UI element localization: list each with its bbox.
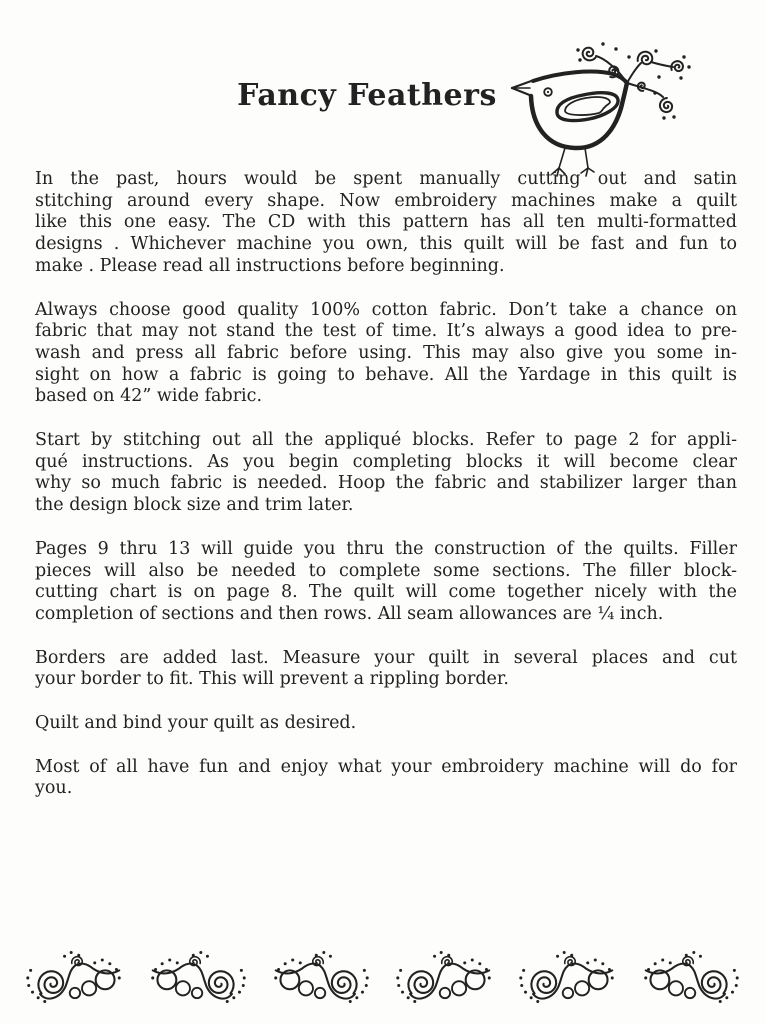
text-line: wash and press all fabric before using. This may also give you some in- — [35, 342, 737, 363]
footer-ornament-row — [0, 942, 765, 1012]
text-line: stitching around every shape. Now embroidery machines make a quilt — [35, 190, 737, 211]
paragraph — [35, 757, 737, 800]
paragraph — [35, 713, 737, 735]
text-line: Quilt and bind your quilt as desired. — [35, 713, 357, 734]
text-line: pieces will also be needed to complete some sections. The filler block- — [35, 560, 737, 581]
text-line: completion of sections and then rows. All seam allowances are ¼ inch. — [35, 603, 664, 624]
text-line: like this one easy. The CD with this pattern has all ten multi-formatted — [35, 212, 737, 233]
paragraph — [35, 169, 737, 278]
paragraph — [35, 430, 737, 517]
text-line: Start by stitching out all the appliqué blocks. Refer to page 2 for appli- — [35, 430, 737, 451]
swirl-ornament-icon — [514, 944, 620, 1010]
text-line: In the past, hours would be spent manually cutting out and satin — [35, 169, 737, 189]
text-line: Borders are added last. Measure your quilt in several places and cut — [35, 647, 737, 668]
text-line: fabric that may not stand the test of time. It’s always a good idea to pre- — [35, 321, 737, 342]
swirl-ornament-icon — [391, 944, 497, 1010]
body-text — [35, 169, 737, 822]
text-line: Pages 9 thru 13 will guide you thru the construction of the quilts. Filler — [35, 538, 737, 559]
bird-icon — [505, 30, 715, 180]
swirl-ornament-icon — [638, 944, 744, 1010]
text-line: cutting chart is on page 8. The quilt will come together nicely with the — [35, 582, 737, 603]
text-line: based on 42” wide fabric. — [35, 386, 263, 407]
text-line: you. — [35, 778, 73, 799]
text-line: Always choose good quality 100% cotton fabric. Don’t take a chance on — [35, 299, 737, 320]
swirl-ornament-icon — [268, 944, 374, 1010]
paragraph — [35, 648, 737, 691]
text-line: designs . Whichever machine you own, this quilt will be fast and fun to — [35, 234, 737, 255]
paragraph — [35, 300, 737, 409]
text-line: the design block size and trim later. — [35, 495, 354, 516]
text-line: sight on how a fabric is going to behave. All the Yardage in this quilt is — [35, 364, 737, 385]
swirl-ornament-icon — [21, 944, 127, 1010]
swirl-ornament-icon — [145, 944, 251, 1010]
text-line: qué instructions. As you begin completing blocks it will become clear — [35, 451, 737, 472]
bird-illustration — [505, 30, 715, 180]
text-line: why so much fabric is needed. Hoop the fabric and stabilizer larger than — [35, 473, 737, 494]
page-title: Fancy Feathers — [237, 78, 497, 113]
text-line: your border to fit. This will prevent a rippling border. — [35, 669, 509, 690]
paragraph — [35, 539, 737, 626]
text-line: make . Please read all instructions before beginning. — [35, 255, 505, 276]
text-line: Most of all have fun and enjoy what your embroidery machine will do for — [35, 756, 737, 777]
